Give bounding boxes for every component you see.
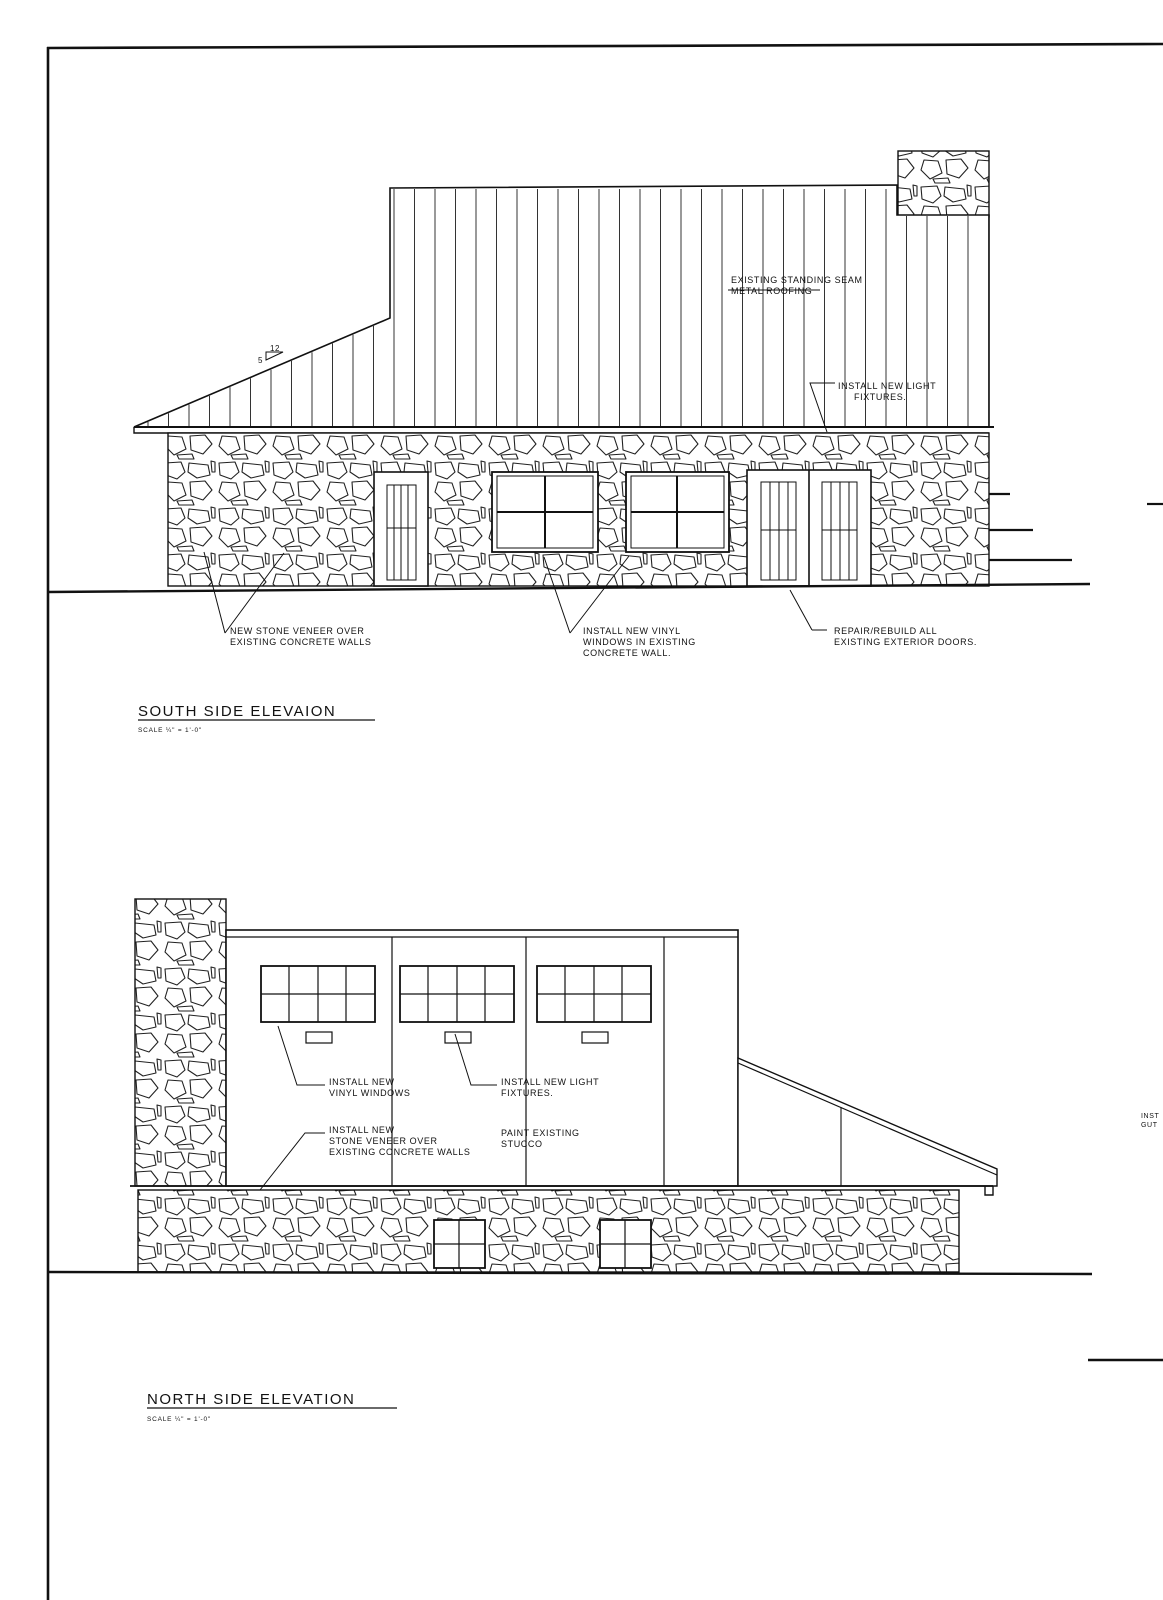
north-elevation — [48, 899, 1092, 1423]
north-basement-window-2 — [600, 1220, 651, 1268]
south-elevation-title: SOUTH SIDE ELEVAION — [138, 703, 337, 720]
south-entry-door — [374, 472, 428, 586]
note-south-light-fixtures: INSTALL NEW LIGHT FIXTURES. — [838, 381, 937, 402]
south-window-right — [626, 472, 729, 552]
sheet-border-top — [47, 44, 1163, 48]
note-north-light-fixtures: INSTALL NEW LIGHT FIXTURES. — [501, 1077, 600, 1098]
north-chimney — [135, 899, 226, 1186]
note-north-vinyl-windows: INSTALL NEW VINYL WINDOWS — [329, 1077, 411, 1098]
note-paint-stucco: PAINT EXISTING STUCCO — [501, 1128, 580, 1149]
south-chimney — [898, 151, 989, 217]
roof-pitch-symbol — [258, 344, 283, 365]
north-window-2 — [400, 966, 514, 1022]
north-window-3 — [537, 966, 651, 1022]
south-steps — [989, 494, 1072, 560]
note-exterior-doors: REPAIR/REBUILD ALL EXISTING EXTERIOR DOORS. — [834, 626, 977, 647]
south-elevation — [48, 151, 1163, 734]
note-south-vinyl-windows: INSTALL NEW VINYL WINDOWS IN EXISTING CONCRETE WALL. — [583, 626, 696, 658]
south-window-left — [492, 472, 598, 552]
north-elevation-scale: SCALE ¼" = 1'-0" — [147, 1416, 211, 1423]
pitch-run: 12 — [270, 344, 281, 353]
north-window-1 — [261, 966, 375, 1022]
note-north-stone-veneer: INSTALL NEW STONE VENEER OVER EXISTING CONCRETE WALLS — [329, 1125, 471, 1157]
north-light-fixture-2 — [445, 1032, 471, 1043]
south-elevation-scale: SCALE ¼" = 1'-0" — [138, 727, 202, 734]
north-light-fixture-3 — [582, 1032, 608, 1043]
north-stone-wall — [138, 1190, 959, 1272]
note-existing-roofing: EXISTING STANDING SEAM METAL ROOFING — [731, 275, 863, 296]
north-basement-window-1 — [434, 1220, 485, 1268]
north-light-fixture-1 — [306, 1032, 332, 1043]
note-south-stone-veneer: NEW STONE VENEER OVER EXISTING CONCRETE WALLS — [230, 626, 372, 647]
south-double-doors — [747, 470, 871, 586]
edge-note-fragment: INST GUT — [1141, 1113, 1160, 1129]
north-elevation-title: NORTH SIDE ELEVATION — [147, 1391, 356, 1408]
pitch-rise: 5 — [258, 356, 264, 365]
